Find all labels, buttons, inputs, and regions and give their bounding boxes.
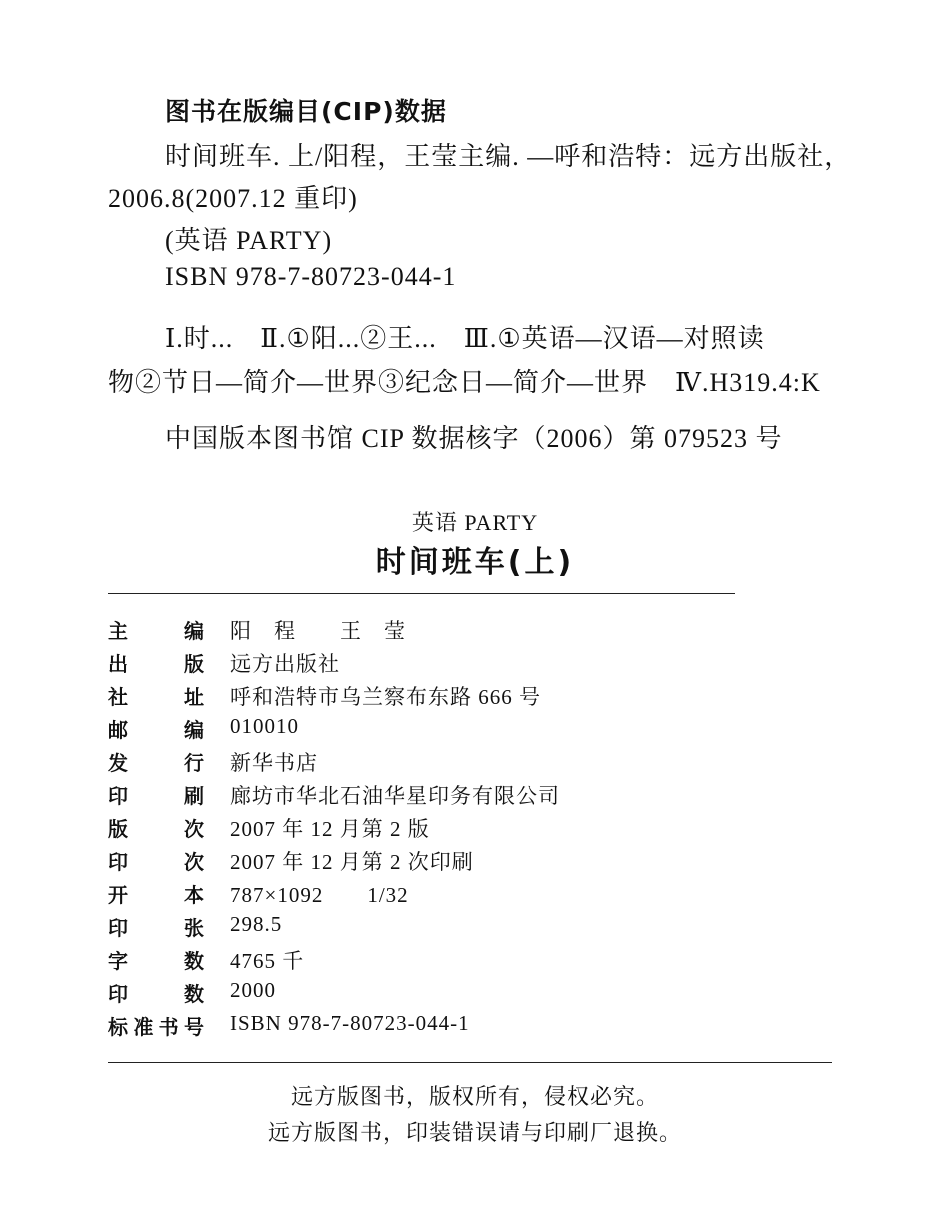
imprint-value: 298.5 [230,912,283,936]
imprint-row-format [108,879,808,912]
imprint-label: 主编 [108,619,204,643]
imprint-value: 呼和浩特市乌兰察布东路 666 号 [230,685,541,709]
imprint-value: 廊坊市华北石油华星印务有限公司 [230,784,560,808]
imprint-value: 远方出版社 [230,652,340,676]
imprint-label: 字数 [108,949,204,973]
imprint-label: 印数 [108,982,204,1006]
imprint-row-publisher [108,648,808,681]
book-title: 时间班车(上) [375,545,575,580]
imprint-label: 社址 [108,685,204,709]
imprint-value: 2007 年 12 月第 2 版 [230,817,430,841]
cip-classification-line-2: 物②节日—简介—世界③纪念日—简介—世界 Ⅳ.H319.4:K [108,368,821,397]
title-rule [108,593,735,594]
imprint-row-address [108,681,808,714]
cip-series-line: (英语 PARTY) [165,226,333,255]
footer-rule [108,1062,832,1063]
cip-date-line: 2006.8(2007.12 重印) [108,184,358,213]
imprint-value: 阳 程 王 莹 [230,619,406,643]
imprint-label: 版次 [108,817,204,841]
imprint-row-postcode [108,714,808,747]
imprint-row-word-count [108,945,808,978]
imprint-row-print-run [108,978,808,1011]
imprint-row-sheets [108,912,808,945]
imprint-label: 邮编 [108,718,204,742]
imprint-row-printer [108,780,808,813]
copyright-notice: 远方版图书，版权所有，侵权必究。 [290,1084,659,1109]
cip-classification-line-1: Ⅰ.时... Ⅱ.①阳...②王... Ⅲ.①英语—汉语—对照读 [165,324,765,353]
imprint-row-printing [108,846,808,879]
imprint-row-distributor [108,747,808,780]
imprint-row-isbn [108,1011,808,1044]
imprint-label: 印张 [108,916,204,940]
return-notice: 远方版图书，印装错误请与印刷厂退换。 [267,1120,682,1145]
imprint-label: 印刷 [108,784,204,808]
imprint-value: 新华书店 [230,751,318,775]
imprint-label: 印次 [108,850,204,874]
imprint-label: 标准书号 [108,1015,204,1039]
imprint-value: 010010 [230,714,299,738]
cip-isbn-line: ISBN 978-7-80723-044-1 [165,262,457,291]
imprint-label: 开本 [108,883,204,907]
imprint-value: 2007 年 12 月第 2 次印刷 [230,850,474,874]
imprint-value: ISBN 978-7-80723-044-1 [230,1011,470,1035]
cip-heading: 图书在版编目(CIP)数据 [165,97,447,126]
imprint-label: 发行 [108,751,204,775]
imprint-value: 787×1092 1/32 [230,883,409,907]
imprint-value: 4765 千 [230,949,305,973]
imprint-row-editor [108,615,808,648]
series-name: 英语 PARTY [411,510,539,535]
cip-number-line: 中国版本图书馆 CIP 数据核字（2006）第 079523 号 [165,424,783,453]
imprint-label: 出版 [108,652,204,676]
imprint-row-edition [108,813,808,846]
cip-title-line: 时间班车. 上/阳程，王莹主编. —呼和浩特：远方出版社， [165,142,852,171]
imprint-value: 2000 [230,978,276,1002]
